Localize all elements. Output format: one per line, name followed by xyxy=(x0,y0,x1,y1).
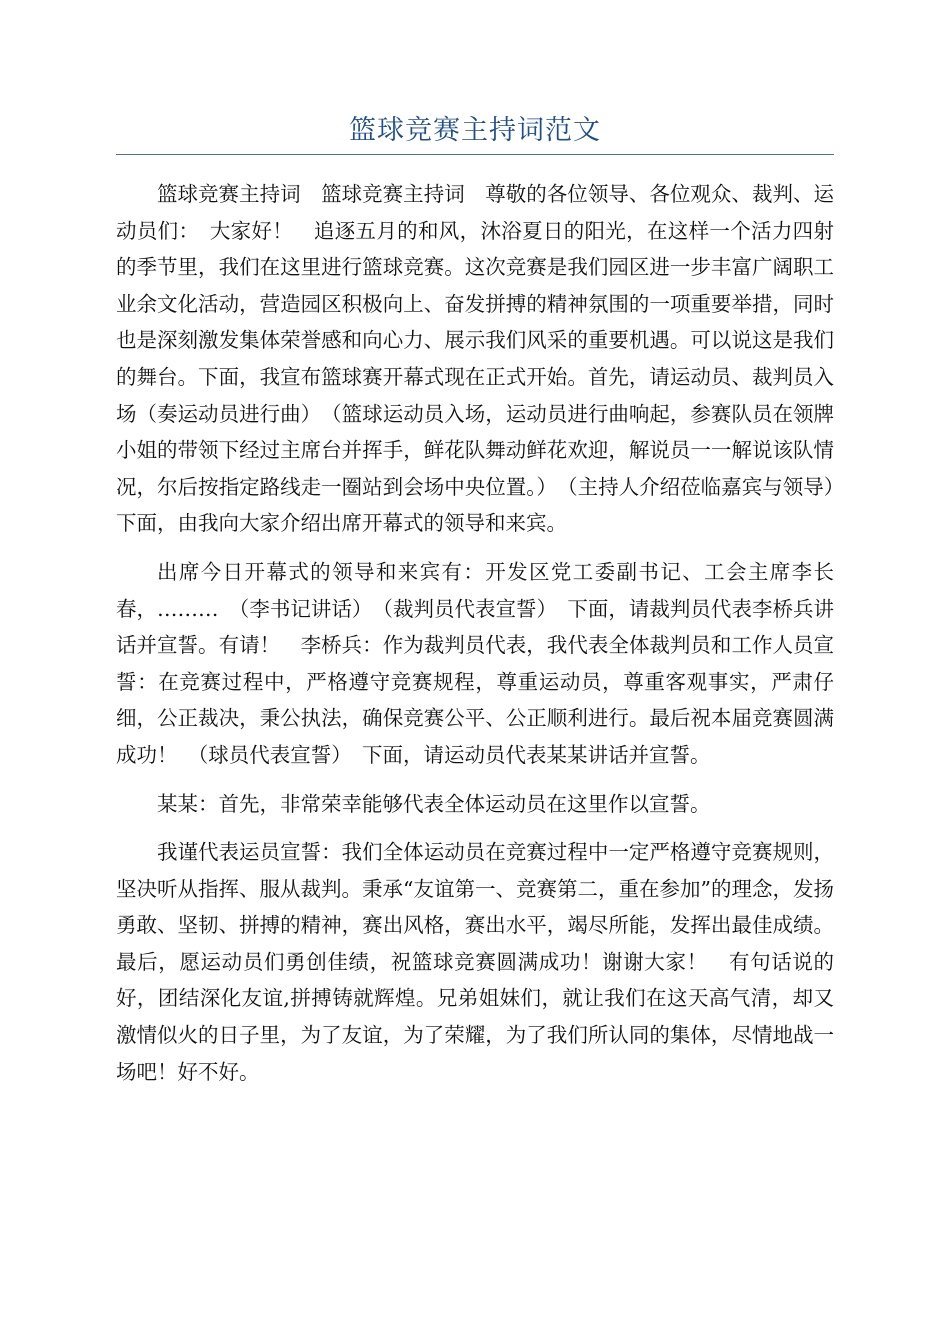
paragraph-athlete-intro: 某某：首先，非常荣幸能够代表全体运动员在这里作以宣誓。 xyxy=(157,791,711,816)
document-title: 篮球竞赛主持词范文 xyxy=(349,115,601,146)
paragraph-guests-and-referee-oath: 出席今日开幕式的领导和来宾有：开发区党工委副书记、工会主席李长春，……… （李书记讲话） （裁判员代表宣誓） 下面，请裁判员代表李桥兵讲话并宣誓。有请！ 李桥兵：作为裁判员代表，我代表全体裁判员和工作人员宣誓：在竞赛过程中，严格遵守竞赛规程，尊重运动员，尊重客观事实，严肃仔细，公正裁决，秉公执法，确保竞赛公平、公正顺利进行。最后祝本届竞赛圆满成功！ （球员代表宣誓） 下面，请运动员代表某某讲话并宣誓。 xyxy=(116,559,834,767)
paragraph-athlete-oath: 我谨代表运员宣誓：我们全体运动员在竞赛过程中一定严格遵守竞赛规则，坚决听从指挥、服从裁判。秉承“友谊第一、竞赛第二，重在参加”的理念，发扬勇敢、坚韧、拼搏的精神，赛出风格，赛出水平，竭尽所能，发挥出最佳成绩。最后，愿运动员们勇创佳绩，祝篮球竞赛圆满成功！谢谢大家！ 有句话说的好，团结深化友谊,拼搏铸就辉煌。兄弟姐妹们，就让我们在这天高气清，却又激情似火的日子里，为了友谊，为了荣耀，为了我们所认同的集体，尽情地战一场吧！好不好。 xyxy=(116,840,834,1084)
title-underline xyxy=(116,154,834,155)
document-body xyxy=(116,176,855,1102)
paragraph-opening: 篮球竞赛主持词 篮球竞赛主持词 尊敬的各位领导、各位观众、裁判、运动员们： 大家好！ 追逐五月的和风，沐浴夏日的阳光，在这样一个活力四射的季节里，我们在这里进行篮球竞赛。这次竞赛是我们园区进一步丰富广阔职工业余文化活动，营造园区积极向上、奋发拼搏的精神氛围的一项重要举措，同时也是深刻激发集体荣誉感和向心力、展示我们风采的重要机遇。可以说这是我们的舞台。下面，我宣布篮球赛开幕式现在正式开始。首先，请运动员、裁判员入场（奏运动员进行曲） （篮球运动员入场，运动员进行曲响起，参赛队员在领牌小姐的带领下经过主席台并挥手，鲜花队舞动鲜花欢迎，解说员一一解说该队情况，尔后按指定路线走一圈站到会场中央位置。） （主持人介绍莅临嘉宾与领导） 下面，由我向大家介绍出席开幕式的领导和来宾。 xyxy=(116,182,855,536)
